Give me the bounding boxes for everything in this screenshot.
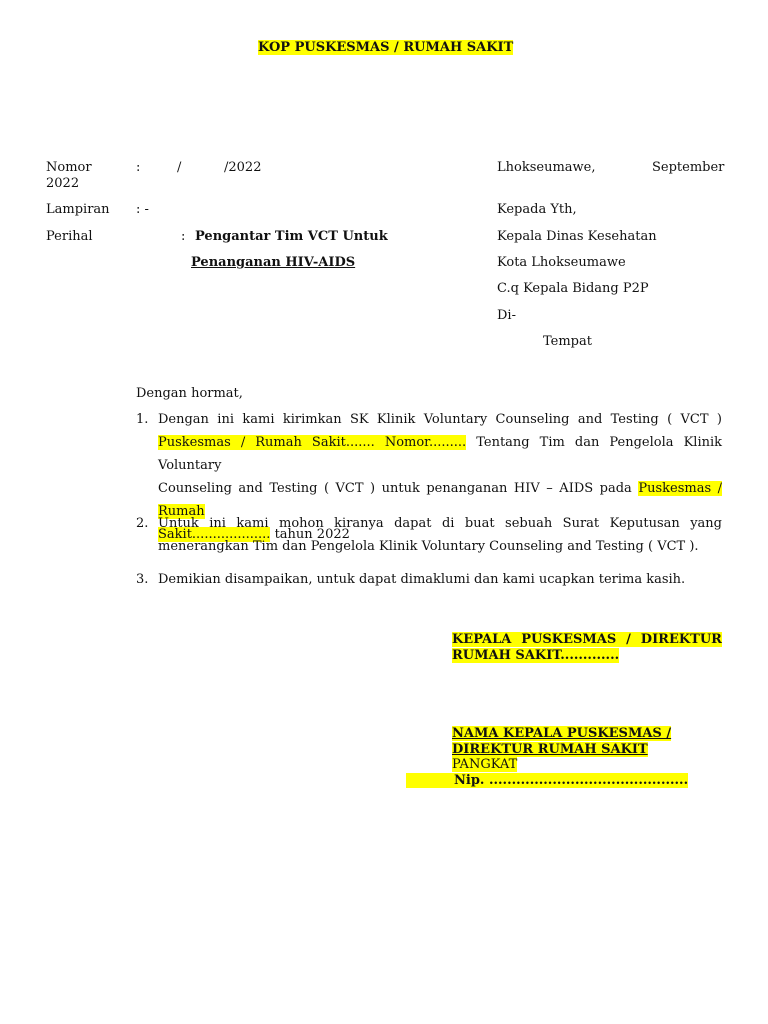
item-1-line-2-text: Tentang Tim dan Pengelola Klinik Voluntary bbox=[158, 435, 723, 473]
highlight-placeholder: Puskesmas / Rumah bbox=[158, 481, 722, 519]
recipient-line-1: Kepala Dinas Kesehatan bbox=[497, 229, 657, 244]
signatory-name-line-1: NAMA KEPALA PUSKESMAS / bbox=[452, 726, 672, 741]
item-3-line-1: Demikian disampaikan, untuk dapat dimaklumi dan kami ucapkan terima kasih. bbox=[158, 572, 686, 587]
perihal-line-1: Pengantar Tim VCT Untuk bbox=[195, 229, 388, 244]
item-1-line-2 bbox=[158, 431, 722, 477]
signature-title-line-1: KEPALA PUSKESMAS / DIREKTUR bbox=[452, 632, 722, 647]
item-number: 1. bbox=[136, 412, 149, 427]
lampiran-label: Lampiran bbox=[46, 202, 110, 217]
signatory-nip: Nip. ............................................ bbox=[406, 773, 688, 788]
greeting: Dengan hormat, bbox=[136, 386, 243, 401]
list-item bbox=[158, 512, 722, 558]
item-1-line-1: Dengan ini kami kirimkan SK Klinik Voluntary Counseling and Testing ( VCT ) bbox=[158, 412, 722, 427]
nomor-colon: : bbox=[136, 160, 141, 175]
recipient-tempat: Tempat bbox=[543, 334, 592, 349]
item-2-line-2: menerangkan Tim dan Pengelola Klinik Voluntary Counseling and Testing ( VCT ). bbox=[158, 539, 699, 554]
item-number: 3. bbox=[136, 572, 149, 587]
highlight-placeholder: Puskesmas / Rumah Sakit....... Nomor......... bbox=[158, 435, 467, 450]
nomor-slash: / bbox=[177, 160, 182, 175]
signatory-name-line-2: DIREKTUR RUMAH SAKIT bbox=[452, 742, 648, 757]
nomor-year-suffix: /2022 bbox=[224, 160, 262, 175]
highlight-placeholder: Sakit................... bbox=[158, 527, 271, 542]
recipient-kepada: Kepada Yth, bbox=[497, 202, 577, 217]
signatory-rank: PANGKAT bbox=[452, 757, 518, 772]
date-month: September bbox=[652, 160, 725, 175]
signature-title-line-2: RUMAH SAKIT............. bbox=[452, 648, 620, 663]
item-1-line-3-text: Counseling and Testing ( VCT ) untuk penanganan HIV – AIDS pada bbox=[158, 481, 639, 496]
list-item bbox=[158, 568, 722, 591]
nomor-label: Nomor bbox=[46, 160, 92, 175]
perihal-line-2: Penanganan HIV-AIDS bbox=[191, 255, 356, 270]
recipient-line-3: C.q Kepala Bidang P2P bbox=[497, 281, 649, 296]
lampiran-value: : - bbox=[136, 202, 149, 217]
city-date: Lhokseumawe, bbox=[497, 160, 596, 175]
letterhead-title: KOP PUSKESMAS / RUMAH SAKIT bbox=[258, 40, 514, 55]
recipient-di: Di- bbox=[497, 308, 516, 323]
recipient-line-2: Kota Lhokseumawe bbox=[497, 255, 626, 270]
date-year: 2022 bbox=[46, 176, 80, 191]
perihal-label: Perihal bbox=[46, 229, 93, 244]
item-number: 2. bbox=[136, 516, 149, 531]
item-1-line-4-text: tahun 2022 bbox=[270, 527, 350, 542]
perihal-colon: : bbox=[181, 229, 186, 244]
item-2-line-1: Untuk ini kami mohon kiranya dapat di buat sebuah Surat Keputusan yang bbox=[158, 516, 722, 531]
